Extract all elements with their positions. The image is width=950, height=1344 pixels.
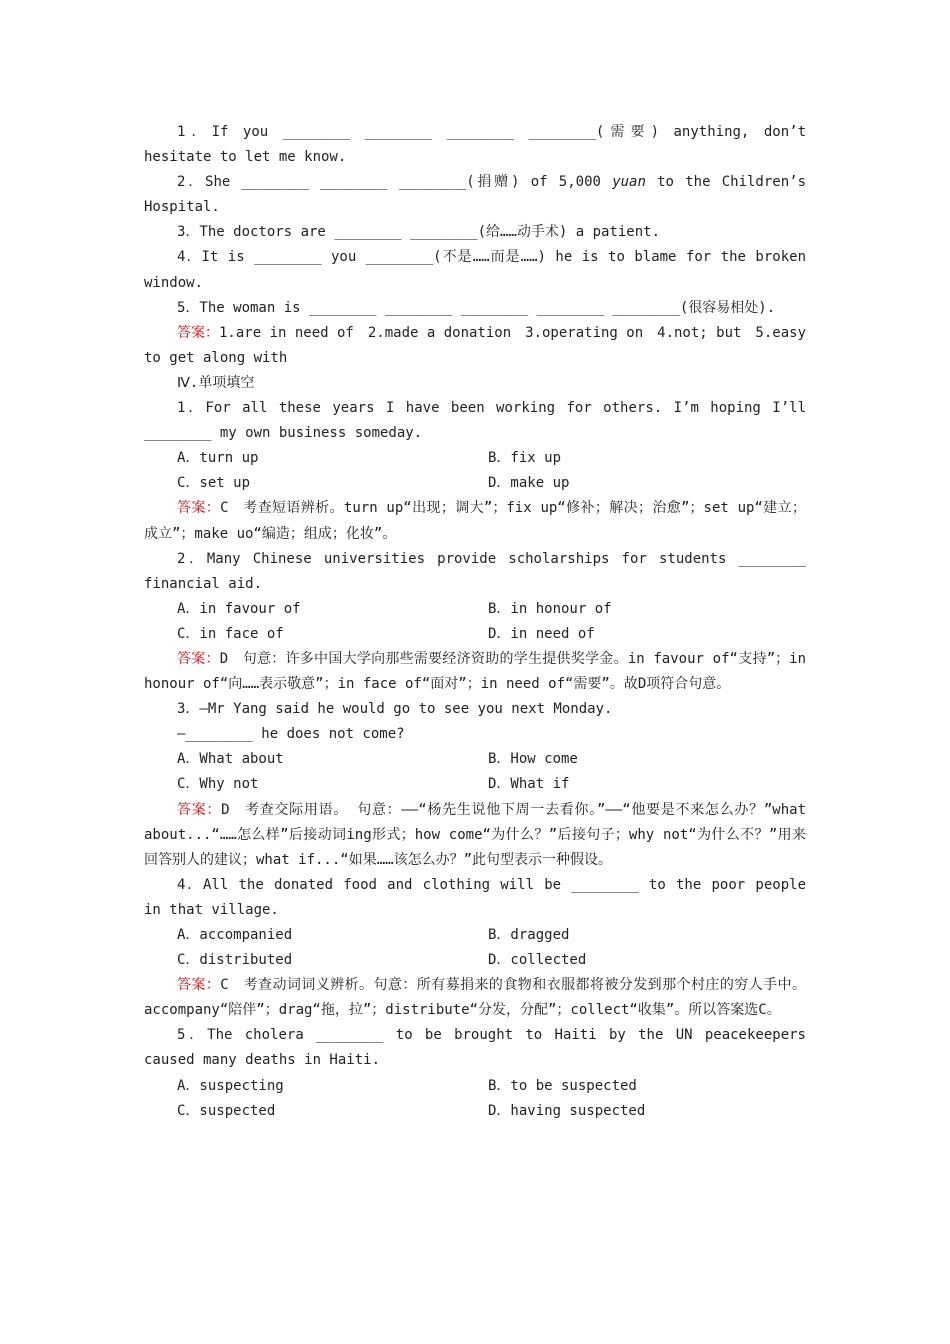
option-a: A．turn up bbox=[177, 450, 259, 467]
italic-word: yuan bbox=[612, 174, 646, 191]
question-stem: 3．—Mr Yang said he would go to see you next Monday. bbox=[177, 701, 613, 718]
question-stem-reply: —________ he does not come? bbox=[177, 726, 405, 743]
question-3 bbox=[144, 697, 806, 873]
option-row bbox=[177, 923, 806, 948]
answer-explanation: 答案：D 考查交际用语。 句意：——“杨先生说他下周一去看你。”——“他要是不来怎么办？”what about...“……怎么样”后接动词ing形式；how come“为什么？”后接句子；why not“为什么不？”用来回答别人的建议；what if...“如果……该怎么办？”此句型表示一种假设。 bbox=[144, 801, 807, 868]
answer-explanation: 答案：C 考查短语辨析。turn up“出现；调大”；fix up“修补；解决；治愈”；set up“建立；成立”；make uo“编造；组成；化妆”。 bbox=[144, 500, 807, 542]
option-row bbox=[177, 622, 806, 647]
option-c: C．set up bbox=[177, 475, 251, 492]
fill-in-item: 5．The woman is ________ ________ ________ ________ ________(很容易相处). bbox=[177, 299, 776, 316]
answer-label: 答案： bbox=[177, 801, 222, 818]
answer-label: 答案： bbox=[177, 650, 220, 667]
option-c: C．suspected bbox=[177, 1102, 276, 1119]
option-d: D．in need of bbox=[488, 625, 595, 642]
fill-in-item: 2．She ________ ________ ________(捐赠) of 5,000 yuan to the Children’s Hospital. bbox=[144, 174, 807, 216]
option-c: C．distributed bbox=[177, 952, 293, 969]
option-d: D．make up bbox=[488, 475, 570, 492]
option-b: B．in honour of bbox=[488, 600, 612, 617]
section-title: Ⅳ.单项填空 bbox=[177, 374, 255, 391]
question-2 bbox=[144, 547, 806, 698]
question-stem: 4．All the donated food and clothing will be ________ to the poor people in that village. bbox=[144, 876, 806, 918]
question-stem: 2．Many Chinese universities provide scholarships for students ________ financial aid. bbox=[144, 550, 806, 592]
option-d: D．having suspected bbox=[488, 1102, 646, 1119]
answer-label: 答案： bbox=[177, 977, 221, 994]
option-b: B．How come bbox=[488, 751, 578, 768]
option-row bbox=[177, 471, 806, 496]
option-row bbox=[177, 772, 806, 797]
option-row bbox=[177, 446, 806, 471]
option-row bbox=[177, 1099, 806, 1124]
option-a: A．suspecting bbox=[177, 1077, 284, 1094]
fill-in-section bbox=[144, 120, 806, 371]
answer-explanation: 答案：D 句意：许多中国大学向那些需要经济资助的学生提供奖学金。in favour of“支持”；in honour of“向……表示敬意”；in face of“面对”；in need of“需要”。故D项符合句意。 bbox=[144, 650, 806, 693]
answer-label: 答案： bbox=[177, 500, 221, 517]
option-row bbox=[177, 1074, 806, 1099]
option-c: C．in face of bbox=[177, 625, 284, 642]
option-row bbox=[177, 597, 806, 622]
option-d: D．What if bbox=[488, 776, 570, 793]
option-a: A．accompanied bbox=[177, 927, 293, 943]
worksheet-page bbox=[144, 120, 806, 1124]
question-4 bbox=[144, 873, 806, 1024]
answer-label: 答案： bbox=[177, 324, 219, 341]
fill-in-item: 1．If you ________ ________ ________ ________(需要) anything, don’t hesitate to let me know. bbox=[144, 124, 806, 166]
question-stem: 1．For all these years I have been working for others. I’m hoping I’ll ________ my own business someday. bbox=[144, 400, 806, 442]
option-d: D．collected bbox=[488, 952, 587, 969]
option-b: B．dragged bbox=[488, 927, 570, 943]
option-c: C．Why not bbox=[177, 776, 259, 793]
question-1 bbox=[144, 396, 806, 547]
option-b: B．fix up bbox=[488, 450, 562, 467]
question-5 bbox=[144, 1023, 806, 1123]
option-a: A．What about bbox=[177, 751, 284, 768]
fill-in-item: 3．The doctors are ________ ________(给……动手术) a patient. bbox=[177, 224, 661, 241]
fill-in-answer: 答案：1.are in need of 2.made a donation 3.operating on 4.not; but 5.easy to get along with bbox=[144, 324, 807, 366]
option-row bbox=[177, 948, 806, 973]
question-stem: 5．The cholera ________ to be brought to Haiti by the UN peacekeepers caused many deaths in Haiti. bbox=[144, 1027, 806, 1069]
fill-in-item: 4．It is ________ you ________(不是……而是……) he is to blame for the broken window. bbox=[144, 249, 806, 291]
option-b: B．to be suspected bbox=[488, 1077, 637, 1094]
option-a: A．in favour of bbox=[177, 600, 301, 617]
option-row bbox=[177, 747, 806, 772]
answer-explanation: 答案：C 考查动词词义辨析。句意：所有募捐来的食物和衣服都将被分发到那个村庄的穷人手中。accompany“陪伴”；drag“拖，拉”；distribute“分发，分配”；collect“收集”。所以答案选C。 bbox=[144, 977, 806, 1019]
